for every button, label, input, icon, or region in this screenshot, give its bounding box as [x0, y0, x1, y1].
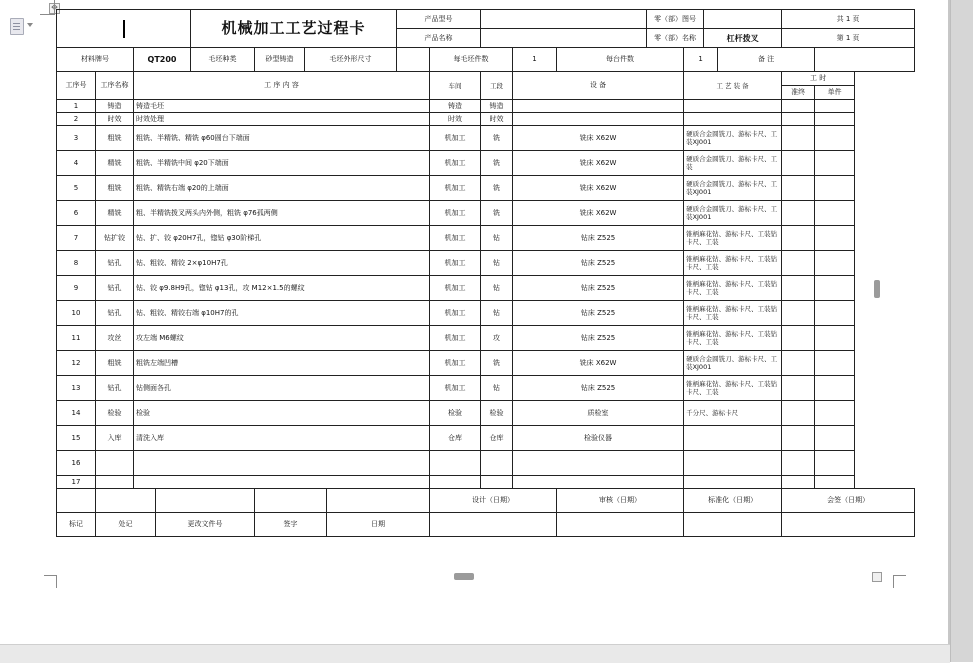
- col-time: 工 时: [782, 72, 855, 86]
- table-row: [57, 326, 915, 351]
- op-time-unit-cell[interactable]: [815, 326, 855, 351]
- standard-value[interactable]: [684, 513, 782, 537]
- op-workshop-cell[interactable]: 机加工: [430, 376, 481, 401]
- op-time-prep-cell[interactable]: [782, 451, 815, 476]
- table-row: [57, 276, 915, 301]
- op-tooling-cell[interactable]: 硬质合金圆铣刀、游标卡尺、工装XJ001: [684, 201, 782, 226]
- date-label: 日期: [327, 513, 430, 537]
- op-name-cell[interactable]: 钻孔: [96, 376, 134, 401]
- footer-blank[interactable]: [327, 489, 430, 513]
- op-name-cell[interactable]: 入库: [96, 426, 134, 451]
- bottom-resize-tab[interactable]: [454, 573, 474, 580]
- blank-size-value[interactable]: [397, 48, 430, 72]
- op-time-unit-cell[interactable]: [815, 451, 855, 476]
- op-name-cell[interactable]: 铸造: [96, 100, 134, 113]
- op-name-cell[interactable]: 粗铣: [96, 351, 134, 376]
- op-time-unit-cell[interactable]: [815, 401, 855, 426]
- op-no-cell[interactable]: 3: [57, 126, 96, 151]
- op-tooling-cell[interactable]: 硬质合金圆铣刀、游标卡尺、工装: [684, 151, 782, 176]
- table-row: [57, 226, 915, 251]
- op-content-cell[interactable]: 钻侧面各孔: [134, 376, 430, 401]
- op-content-cell[interactable]: 钻、铰 φ9.8H9孔，锪钻 φ13孔，攻 M12×1.5的螺纹: [134, 276, 430, 301]
- op-content-cell[interactable]: 粗铣、半精铣、精铣 φ60圆台下端面: [134, 126, 430, 151]
- product-model-value[interactable]: [481, 10, 647, 29]
- op-content-cell[interactable]: 粗、半精铣拨叉两头内外侧，粗铣 φ76孤两侧: [134, 201, 430, 226]
- design-label: 设计（日期）: [430, 489, 557, 513]
- op-time-unit-cell[interactable]: [815, 201, 855, 226]
- op-section-cell[interactable]: 仓库: [481, 426, 513, 451]
- op-name-cell[interactable]: 钻孔: [96, 301, 134, 326]
- col-equipment: 设 备: [513, 72, 684, 100]
- remarks-label: 备 注: [718, 48, 815, 72]
- op-time-unit-cell[interactable]: [815, 176, 855, 201]
- op-name-cell[interactable]: 精铣: [96, 151, 134, 176]
- op-section-cell[interactable]: [481, 451, 513, 476]
- op-section-cell[interactable]: 攻: [481, 326, 513, 351]
- op-tooling-cell[interactable]: 锥柄麻花钻、游标卡尺、工装钻卡尺、工装: [684, 301, 782, 326]
- op-tooling-cell[interactable]: [684, 476, 782, 489]
- op-content-cell[interactable]: 钻、粗铰、精铰 2×φ10H7孔: [134, 251, 430, 276]
- op-time-prep-cell[interactable]: [782, 301, 815, 326]
- op-section-cell[interactable]: 铣: [481, 176, 513, 201]
- op-no-cell[interactable]: 15: [57, 426, 96, 451]
- col-section: 工段: [481, 72, 513, 100]
- op-content-cell[interactable]: 钻、扩、铰 φ20H7孔，锪钻 φ30阶梯孔: [134, 226, 430, 251]
- op-workshop-cell[interactable]: 机加工: [430, 326, 481, 351]
- per-unit-label: 每台件数: [557, 48, 684, 72]
- table-row: [57, 113, 915, 126]
- operations-body: [57, 100, 915, 489]
- process-card-table: [56, 9, 915, 537]
- product-model-label: 产品型号: [397, 10, 481, 29]
- op-no-cell[interactable]: 4: [57, 151, 96, 176]
- op-time-prep-cell[interactable]: [782, 376, 815, 401]
- op-time-prep-cell[interactable]: [782, 251, 815, 276]
- op-section-cell[interactable]: 钻: [481, 301, 513, 326]
- op-workshop-cell[interactable]: 机加工: [430, 176, 481, 201]
- table-move-handle-icon[interactable]: ✥: [49, 3, 60, 14]
- per-unit-value: 1: [684, 48, 718, 72]
- op-workshop-cell[interactable]: 机加工: [430, 226, 481, 251]
- op-time-prep-cell[interactable]: [782, 201, 815, 226]
- op-name-cell[interactable]: 粗铣: [96, 176, 134, 201]
- col-time-unit: 单件: [815, 86, 855, 100]
- op-section-cell[interactable]: 铣: [481, 351, 513, 376]
- op-time-unit-cell[interactable]: [815, 100, 855, 113]
- op-content-cell[interactable]: 粗铣、精铣右端 φ20的上端面: [134, 176, 430, 201]
- op-time-prep-cell[interactable]: [782, 351, 815, 376]
- sign-label: 会签（日期）: [782, 489, 915, 513]
- op-tooling-cell[interactable]: [684, 113, 782, 126]
- op-workshop-cell[interactable]: 机加工: [430, 151, 481, 176]
- op-workshop-cell[interactable]: 机加工: [430, 351, 481, 376]
- document-icon[interactable]: [10, 18, 24, 35]
- op-equipment-cell[interactable]: 铣床 X62W: [513, 201, 684, 226]
- op-workshop-cell[interactable]: 机加工: [430, 251, 481, 276]
- table-row: [57, 151, 915, 176]
- op-content-cell[interactable]: 铸造毛坯: [134, 100, 430, 113]
- part-number-label: 零（部）图号: [647, 10, 704, 29]
- op-content-cell[interactable]: 粗铣左端凹槽: [134, 351, 430, 376]
- op-workshop-cell[interactable]: 机加工: [430, 201, 481, 226]
- op-workshop-cell[interactable]: [430, 476, 481, 489]
- op-time-prep-cell[interactable]: [782, 226, 815, 251]
- op-name-cell[interactable]: [96, 476, 134, 489]
- op-equipment-cell[interactable]: 铣床 X62W: [513, 126, 684, 151]
- op-equipment-cell[interactable]: 钻床 Z525: [513, 276, 684, 301]
- table-row: [57, 126, 915, 151]
- count-label: 处记: [96, 513, 156, 537]
- op-section-cell[interactable]: 钻: [481, 376, 513, 401]
- op-equipment-cell[interactable]: 铣床 X62W: [513, 351, 684, 376]
- material-value: QT200: [134, 48, 191, 72]
- change-doc-label: 更改文件号: [156, 513, 255, 537]
- op-time-unit-cell[interactable]: [815, 351, 855, 376]
- op-section-cell[interactable]: 钻: [481, 226, 513, 251]
- op-equipment-cell[interactable]: 检验仪器: [513, 426, 684, 451]
- op-no-cell[interactable]: 16: [57, 451, 96, 476]
- op-tooling-cell[interactable]: 千分尺、游标卡尺: [684, 401, 782, 426]
- table-row: [57, 351, 915, 376]
- op-time-unit-cell[interactable]: [815, 476, 855, 489]
- op-no-cell[interactable]: 17: [57, 476, 96, 489]
- op-time-unit-cell[interactable]: [815, 426, 855, 451]
- op-workshop-cell[interactable]: 时效: [430, 113, 481, 126]
- op-section-cell[interactable]: 铸造: [481, 100, 513, 113]
- op-equipment-cell[interactable]: 钻床 Z525: [513, 326, 684, 351]
- op-section-cell[interactable]: 钻: [481, 276, 513, 301]
- op-time-prep-cell[interactable]: [782, 401, 815, 426]
- part-number-value[interactable]: [704, 10, 782, 29]
- op-no-cell[interactable]: 8: [57, 251, 96, 276]
- op-workshop-cell[interactable]: 仓库: [430, 426, 481, 451]
- op-name-cell[interactable]: 钻孔: [96, 251, 134, 276]
- op-workshop-cell[interactable]: [430, 451, 481, 476]
- op-time-prep-cell[interactable]: [782, 100, 815, 113]
- op-equipment-cell[interactable]: [513, 100, 684, 113]
- op-workshop-cell[interactable]: 机加工: [430, 126, 481, 151]
- op-name-cell[interactable]: 精铣: [96, 201, 134, 226]
- op-no-cell[interactable]: 13: [57, 376, 96, 401]
- op-no-cell[interactable]: 14: [57, 401, 96, 426]
- op-section-cell[interactable]: 检验: [481, 401, 513, 426]
- op-equipment-cell[interactable]: [513, 476, 684, 489]
- table-row: [57, 100, 915, 113]
- op-name-cell[interactable]: 攻丝: [96, 326, 134, 351]
- design-value[interactable]: [430, 513, 557, 537]
- op-tooling-cell[interactable]: 锥柄麻花钻、游标卡尺、工装钻卡尺、工装: [684, 276, 782, 301]
- op-tooling-cell[interactable]: 硬质合金圆铣刀、游标卡尺、工装XJ001: [684, 126, 782, 151]
- page-corner-mark: [44, 575, 57, 588]
- signature-label: 签字: [255, 513, 327, 537]
- part-name-value: 杠杆拨叉: [704, 29, 782, 48]
- op-section-cell[interactable]: 铣: [481, 151, 513, 176]
- op-time-prep-cell[interactable]: [782, 151, 815, 176]
- op-name-cell[interactable]: 钻孔: [96, 276, 134, 301]
- blank-type-value: 砂型铸造: [255, 48, 305, 72]
- dropdown-arrow-icon[interactable]: [27, 23, 33, 27]
- col-tooling: 工 艺 装 备: [684, 72, 782, 100]
- op-time-unit-cell[interactable]: [815, 126, 855, 151]
- op-no-cell[interactable]: 1: [57, 100, 96, 113]
- table-row: [57, 476, 915, 489]
- op-tooling-cell[interactable]: [684, 426, 782, 451]
- remarks-value[interactable]: [815, 48, 915, 72]
- op-no-cell[interactable]: 11: [57, 326, 96, 351]
- op-no-cell[interactable]: 12: [57, 351, 96, 376]
- col-time-prep: 准终: [782, 86, 815, 100]
- footer-blank[interactable]: [57, 489, 96, 513]
- footer-blank[interactable]: [255, 489, 327, 513]
- op-content-cell[interactable]: 钻、粗铰、精铰右端 φ10H7的孔: [134, 301, 430, 326]
- op-section-cell[interactable]: 铣: [481, 201, 513, 226]
- op-content-cell[interactable]: [134, 451, 430, 476]
- op-workshop-cell[interactable]: 机加工: [430, 301, 481, 326]
- op-time-prep-cell[interactable]: [782, 426, 815, 451]
- op-name-cell[interactable]: 粗铣: [96, 126, 134, 151]
- op-time-prep-cell[interactable]: [782, 126, 815, 151]
- table-row: [57, 176, 915, 201]
- op-equipment-cell[interactable]: 钻床 Z525: [513, 226, 684, 251]
- op-section-cell[interactable]: 铣: [481, 126, 513, 151]
- op-content-cell[interactable]: 清洗入库: [134, 426, 430, 451]
- per-blank-label: 每毛坯件数: [430, 48, 513, 72]
- op-equipment-cell[interactable]: [513, 113, 684, 126]
- op-no-cell[interactable]: 6: [57, 201, 96, 226]
- op-equipment-cell[interactable]: [513, 451, 684, 476]
- op-workshop-cell[interactable]: 机加工: [430, 276, 481, 301]
- op-section-cell[interactable]: 钻: [481, 251, 513, 276]
- op-tooling-cell[interactable]: 锥柄麻花钻、游标卡尺、工装钻卡尺、工装: [684, 326, 782, 351]
- op-name-cell[interactable]: 钻扩铰: [96, 226, 134, 251]
- side-resize-tab[interactable]: [874, 280, 880, 298]
- op-workshop-cell[interactable]: 检验: [430, 401, 481, 426]
- table-row: [57, 376, 915, 401]
- blank-header-cell[interactable]: [57, 10, 191, 48]
- col-op-content: 工 序 内 容: [134, 72, 430, 100]
- op-workshop-cell[interactable]: 铸造: [430, 100, 481, 113]
- col-op-name: 工序名称: [96, 72, 134, 100]
- col-workshop: 车间: [430, 72, 481, 100]
- footer-blank[interactable]: [156, 489, 255, 513]
- op-tooling-cell[interactable]: 锥柄麻花钻、游标卡尺、工装钻卡尺、工装: [684, 226, 782, 251]
- standard-label: 标准化（日期）: [684, 489, 782, 513]
- op-time-prep-cell[interactable]: [782, 176, 815, 201]
- op-name-cell[interactable]: [96, 451, 134, 476]
- op-content-cell[interactable]: 粗铣、半精铣中间 φ20下端面: [134, 151, 430, 176]
- table-row: [57, 426, 915, 451]
- footer-blank[interactable]: [96, 489, 156, 513]
- op-content-cell[interactable]: 时效处理: [134, 113, 430, 126]
- workspace-background: [0, 644, 950, 663]
- op-time-unit-cell[interactable]: [815, 301, 855, 326]
- page-number: 第 1 页: [782, 29, 915, 48]
- review-label: 审核（日期）: [557, 489, 684, 513]
- op-time-unit-cell[interactable]: [815, 276, 855, 301]
- op-no-cell[interactable]: 2: [57, 113, 96, 126]
- op-content-cell[interactable]: [134, 476, 430, 489]
- op-name-cell[interactable]: 时效: [96, 113, 134, 126]
- page-corner-mark: [893, 575, 906, 588]
- op-tooling-cell[interactable]: [684, 451, 782, 476]
- text-cursor: [123, 20, 125, 38]
- table-resize-handle[interactable]: [872, 572, 882, 582]
- table-row: [57, 401, 915, 426]
- op-tooling-cell[interactable]: 锥柄麻花钻、游标卡尺、工装钻卡尺、工装: [684, 376, 782, 401]
- product-name-value[interactable]: [481, 29, 647, 48]
- product-name-label: 产品名称: [397, 29, 481, 48]
- op-content-cell[interactable]: 攻左端 M6螺纹: [134, 326, 430, 351]
- op-tooling-cell[interactable]: 硬质合金圆铣刀、游标卡尺、工装XJ001: [684, 351, 782, 376]
- op-time-prep-cell[interactable]: [782, 276, 815, 301]
- table-row: [57, 201, 915, 226]
- op-equipment-cell[interactable]: 铣床 X62W: [513, 151, 684, 176]
- op-no-cell[interactable]: 9: [57, 276, 96, 301]
- table-row: [57, 251, 915, 276]
- op-time-prep-cell[interactable]: [782, 476, 815, 489]
- workspace-background: [950, 0, 973, 662]
- col-op-no: 工序号: [57, 72, 96, 100]
- op-tooling-cell[interactable]: [684, 100, 782, 113]
- op-no-cell[interactable]: 7: [57, 226, 96, 251]
- card-title: 机械加工工艺过程卡: [191, 10, 397, 48]
- material-label: 材料牌号: [57, 48, 134, 72]
- op-name-cell[interactable]: 检验: [96, 401, 134, 426]
- op-equipment-cell[interactable]: 质检室: [513, 401, 684, 426]
- sign-value[interactable]: [782, 513, 915, 537]
- op-time-unit-cell[interactable]: [815, 226, 855, 251]
- total-pages: 共 1 页: [782, 10, 915, 29]
- op-equipment-cell[interactable]: 钻床 Z525: [513, 376, 684, 401]
- op-time-prep-cell[interactable]: [782, 326, 815, 351]
- page-corner-mark: [40, 0, 55, 15]
- review-value[interactable]: [557, 513, 684, 537]
- op-section-cell[interactable]: 时效: [481, 113, 513, 126]
- per-blank-value: 1: [513, 48, 557, 72]
- op-time-unit-cell[interactable]: [815, 113, 855, 126]
- op-equipment-cell[interactable]: 钻床 Z525: [513, 301, 684, 326]
- op-no-cell[interactable]: 10: [57, 301, 96, 326]
- op-time-unit-cell[interactable]: [815, 151, 855, 176]
- table-row: [57, 451, 915, 476]
- blank-type-label: 毛坯种类: [191, 48, 255, 72]
- op-equipment-cell[interactable]: 铣床 X62W: [513, 176, 684, 201]
- op-section-cell[interactable]: [481, 476, 513, 489]
- op-time-unit-cell[interactable]: [815, 251, 855, 276]
- op-equipment-cell[interactable]: 钻床 Z525: [513, 251, 684, 276]
- op-tooling-cell[interactable]: 硬质合金圆铣刀、游标卡尺、工装XJ001: [684, 176, 782, 201]
- op-time-unit-cell[interactable]: [815, 376, 855, 401]
- op-tooling-cell[interactable]: 锥柄麻花钻、游标卡尺、工装钻卡尺、工装: [684, 251, 782, 276]
- blank-size-label: 毛坯外形尺寸: [305, 48, 397, 72]
- table-row: [57, 301, 915, 326]
- part-name-label: 零（部）名称: [647, 29, 704, 48]
- op-content-cell[interactable]: 检验: [134, 401, 430, 426]
- mark-label: 标记: [57, 513, 96, 537]
- op-time-prep-cell[interactable]: [782, 113, 815, 126]
- op-no-cell[interactable]: 5: [57, 176, 96, 201]
